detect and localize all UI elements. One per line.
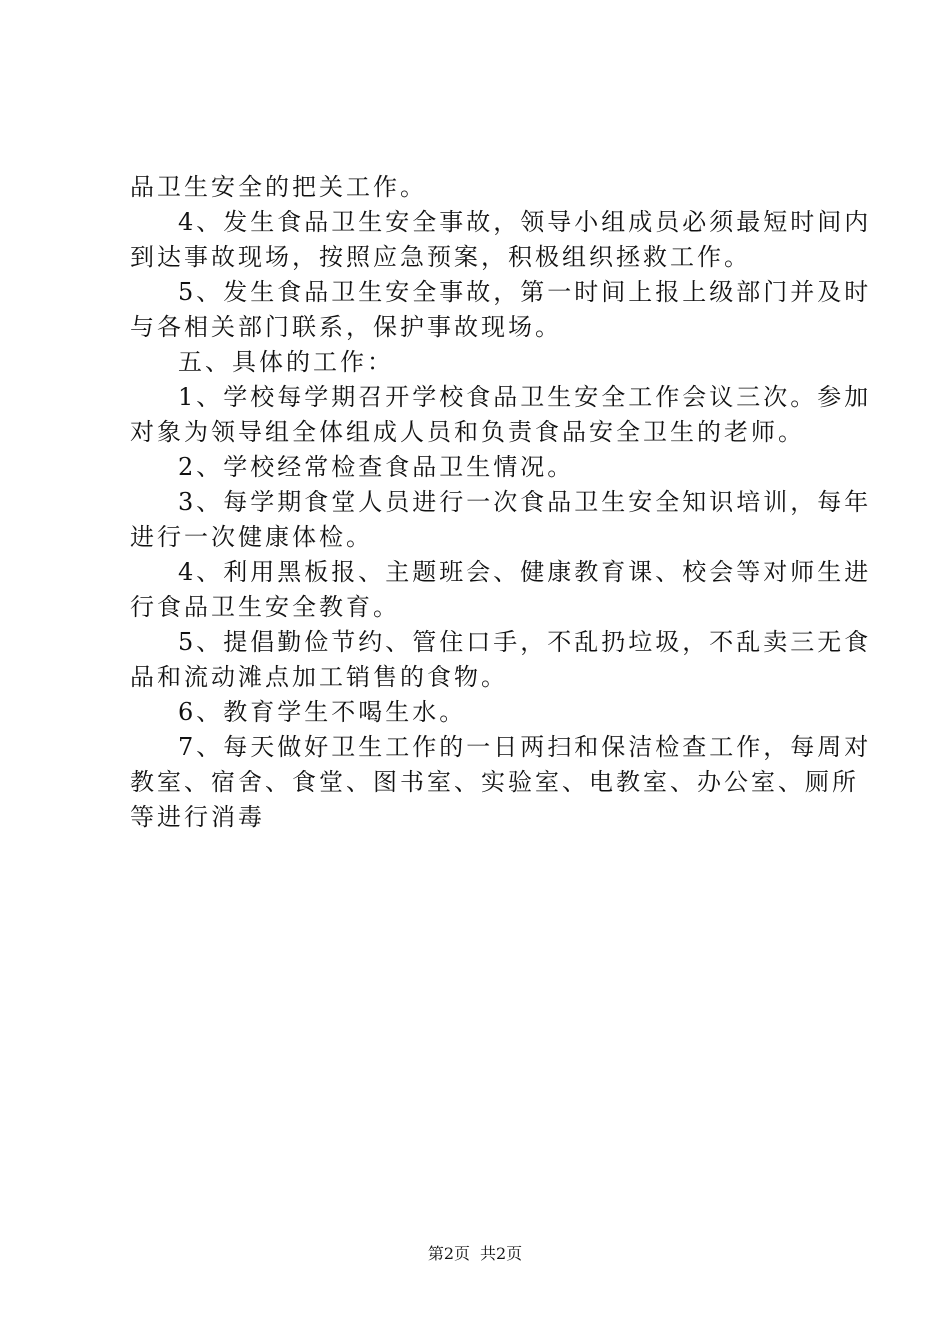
text-line: 7、每天做好卫生工作的一日两扫和保洁检查工作，每周对	[178, 733, 872, 761]
document-body	[130, 170, 872, 835]
text-line: 到达事故现场，按照应急预案，积极组织拯救工作。	[130, 243, 751, 271]
text-line: 5、发生食品卫生安全事故，第一时间上报上级部门并及时	[178, 278, 872, 306]
text-line: 进行一次健康体检。	[130, 523, 373, 551]
page-number: 第2页	[427, 1244, 470, 1263]
text-line: 品卫生安全的把关工作。	[130, 173, 427, 201]
text-line: 6、教育学生不喝生水。	[178, 698, 467, 726]
text-line: 教室、宿舍、食堂、图书室、实验室、电教室、办公室、厕所	[130, 768, 859, 796]
text-line: 3、每学期食堂人员进行一次食品卫生安全知识培训，每年	[178, 488, 872, 516]
text-line: 4、利用黑板报、主题班会、健康教育课、校会等对师生进	[178, 558, 872, 586]
text-line: 1、学校每学期召开学校食品卫生安全工作会议三次。参加	[178, 383, 872, 411]
text-line: 2、学校经常检查食品卫生情况。	[178, 453, 575, 481]
page-footer	[0, 1243, 950, 1265]
text-line: 5、提倡勤俭节约、管住口手，不乱扔垃圾，不乱卖三无食	[178, 628, 872, 656]
text-line: 行食品卫生安全教育。	[130, 593, 400, 621]
text-line: 等进行消毒	[130, 803, 265, 831]
text-line: 与各相关部门联系，保护事故现场。	[130, 313, 562, 341]
text-line: 对象为领导组全体组成人员和负责食品安全卫生的老师。	[130, 418, 805, 446]
page-total: 共2页	[480, 1244, 523, 1263]
section-heading: 五、具体的工作：	[178, 348, 394, 376]
text-line: 品和流动滩点加工销售的食物。	[130, 663, 508, 691]
text-line: 4、发生食品卫生安全事故，领导小组成员必须最短时间内	[178, 208, 872, 236]
